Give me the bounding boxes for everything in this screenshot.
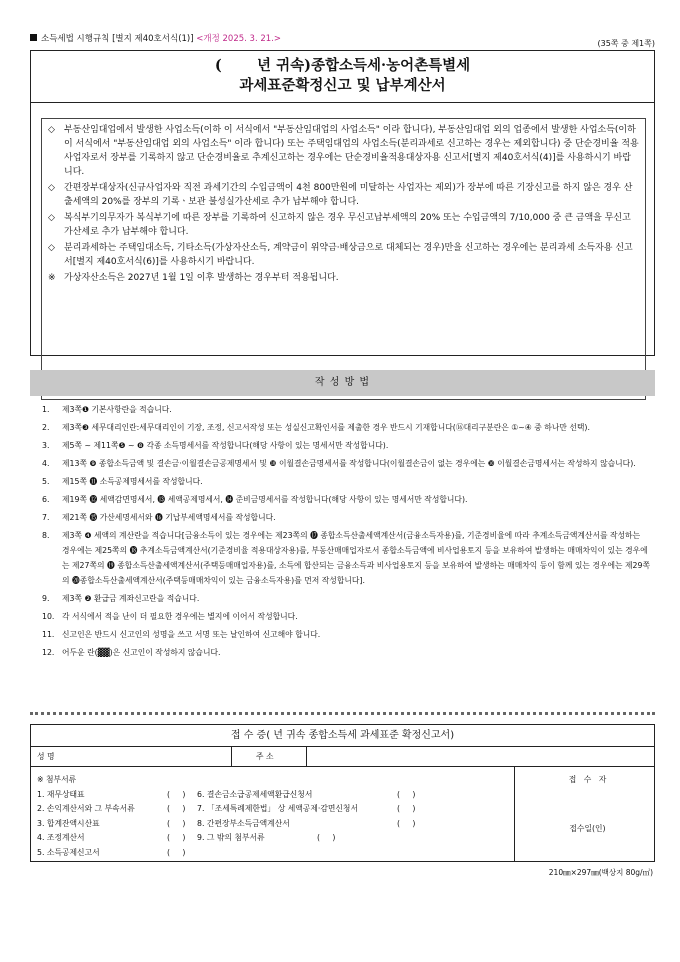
guide-num: 9. bbox=[42, 594, 50, 603]
guide-num: 1. bbox=[42, 405, 50, 414]
diamond-icon: ◇ bbox=[48, 243, 55, 253]
guide-num: 3. bbox=[42, 441, 50, 450]
attachments-right bbox=[197, 788, 415, 846]
name-label: 성 명 bbox=[37, 752, 55, 761]
diamond-icon: ◇ bbox=[48, 125, 55, 135]
divider bbox=[231, 747, 232, 767]
notice-text: 간편장부대상자(신규사업자와 직전 과세기간의 수입금액이 4천 800만원에 미달하는 사업자는 제외)가 장부에 따른 기장신고를 하지 않은 경우 산출세액의 20%를 장부의 기록ㆍ보관 불성실가산세로 추가 납부해야 합니다. bbox=[64, 183, 633, 207]
title-line-1: ( 년 귀속)종합소득세·농어촌특별세 bbox=[214, 57, 471, 74]
guide-text: 제3쪽 ❷ 환급금 계좌신고란을 적습니다. bbox=[62, 594, 200, 603]
notice-box bbox=[41, 118, 646, 400]
attachment-text: 5. 소득공제신고서 bbox=[37, 847, 100, 857]
form-reference bbox=[30, 32, 281, 44]
receipt-box bbox=[30, 724, 655, 862]
attachment-paren: ( ) bbox=[397, 804, 416, 814]
attachments-title: ※ 첨부서류 bbox=[37, 775, 77, 784]
receiver-label: 접 수 자 bbox=[568, 775, 607, 784]
attachment-item bbox=[197, 831, 415, 845]
title-line-2: 과세표준확정신고 및 납부계산서 bbox=[239, 77, 446, 94]
address-label: 주 소 bbox=[256, 752, 274, 761]
diamond-icon: ◇ bbox=[48, 213, 55, 223]
attachment-item bbox=[37, 817, 185, 831]
guide-text: 제15쪽 ⓫ 소득공제명세서를 작성합니다. bbox=[62, 477, 203, 486]
guide-num: 5. bbox=[42, 477, 50, 486]
guide-item bbox=[42, 528, 650, 588]
notice-text: 복식부기의무자가 복식부기에 따른 장부를 기록하여 신고하지 않은 경우 무신고납부세액의 20% 또는 수입금액의 7/10,000 중 큰 금액을 무신고가산세로 추가 납부해야 합니다. bbox=[64, 213, 631, 237]
guide-text: 제3쪽❶ 기본사항란을 적습니다. bbox=[62, 405, 172, 414]
attachment-text: 2. 손익계산서와 그 부속서류 bbox=[37, 804, 135, 814]
cut-line bbox=[30, 712, 655, 715]
guide-num: 8. bbox=[42, 531, 50, 540]
guide-item bbox=[42, 492, 650, 507]
guide-text: 제19쪽 ⓬ 세액감면명세서, ⓭ 세액공제명세서, ⓮ 준비금명세서를 작성합니다(해당 사항이 있는 명세서만 작성합니다). bbox=[62, 495, 468, 504]
guide-num: 7. bbox=[42, 513, 50, 522]
guide-item bbox=[42, 438, 650, 453]
form-title bbox=[31, 51, 654, 103]
attachment-item bbox=[37, 846, 185, 860]
notice-item bbox=[48, 241, 639, 269]
guide-item bbox=[42, 420, 650, 435]
guide-text: 제3쪽❸ 세무대리인란:세무대리인이 기장, 조정, 신고서작성 또는 성실신고확인서를 제출한 경우 반드시 기재합니다(⑯대리구분란은 ①~④ 중 하나만 선택). bbox=[62, 423, 590, 432]
guide-num: 12. bbox=[42, 648, 55, 657]
attachment-item bbox=[37, 831, 185, 845]
receipt-title: 접 수 증( 년 귀속 종합소득세 과세표준 확정신고서) bbox=[31, 725, 654, 747]
notice-item bbox=[48, 123, 639, 179]
notice-item bbox=[48, 271, 639, 285]
attachment-paren: ( ) bbox=[167, 833, 186, 843]
guide-item bbox=[42, 591, 650, 606]
attachment-text: 9. 그 밖의 첨부서류 bbox=[197, 833, 265, 843]
attachment-text: 8. 간편장부소득금액계산서 bbox=[197, 818, 290, 828]
attachment-paren: ( ) bbox=[167, 804, 186, 814]
diamond-icon: ◇ bbox=[48, 183, 55, 193]
attachment-item bbox=[197, 802, 415, 816]
form-frame bbox=[30, 50, 655, 356]
guide-num: 2. bbox=[42, 423, 50, 432]
notice-text: 가상자산소득은 2027년 1월 1일 이후 발생하는 경우부터 적용됩니다. bbox=[64, 273, 339, 283]
guide-text: 제3쪽 ❹ 세액의 계산란을 적습니다[금융소득이 있는 경우에는 제23쪽의 ⓱ 종합소득산출세액계산서(금융소득자용)를, 기준경비율에 따라 추계소득금액계산서를 작성하는 경우에는 제25쪽의 ⓲ 추계소득금액계산서(기준경비율 적용대상자용)를, 부동산매매업자로서 종합소득금액에 비사업용토지 등을 보유하여 발생하는 매매차익이 있는 경우에는 제27쪽의 ⓳ 종합소득산출세액계산서(주택등매매업자용)를, 소득에 합산되는 금융소득과 비사업용토지 등을 보유하여 발생하는 매매차익 등이 함께 있는 경우에는 제29쪽의 ⓴종합소득산출세액계산서(주택등매매차익이 있는 금융소득자용)를 먼저 작성합니다]. bbox=[62, 531, 651, 585]
guide-num: 10. bbox=[42, 612, 55, 621]
guide-num: 6. bbox=[42, 495, 50, 504]
guide-item bbox=[42, 510, 650, 525]
paper-spec: 210㎜×297㎜(백상지 80g/㎡) bbox=[548, 868, 653, 877]
attachment-item bbox=[37, 802, 185, 816]
guide-num: 4. bbox=[42, 459, 50, 468]
guide-item bbox=[42, 456, 650, 471]
guide-item bbox=[42, 645, 650, 660]
form-header bbox=[30, 32, 655, 46]
guide-text: 어두운 란(▓▓)은 신고인이 작성하지 않습니다. bbox=[62, 648, 221, 657]
form-ref-text: 소득세법 시행규칙 [별지 제40호서식(1)] bbox=[41, 34, 194, 44]
attachment-item bbox=[37, 788, 185, 802]
attachment-text: 3. 합계잔액시산표 bbox=[37, 818, 100, 828]
receipt-name-row bbox=[31, 747, 654, 767]
attachment-text: 4. 조정계산서 bbox=[37, 833, 85, 843]
attachment-paren: ( ) bbox=[317, 833, 336, 843]
guide-item bbox=[42, 402, 650, 417]
reference-mark-icon: ※ bbox=[48, 273, 56, 283]
divider bbox=[514, 767, 515, 862]
square-bullet-icon bbox=[30, 34, 37, 41]
divider bbox=[306, 747, 307, 767]
attachment-text: 7. 「조세특례제한법」 상 세액공제·감면신청서 bbox=[197, 804, 358, 814]
attachments-left bbox=[37, 788, 185, 860]
guide-text: 제5쪽 ~ 제11쪽❺ ~ ❽ 각종 소득명세서를 작성합니다(해당 사항이 있는 명세서만 작성합니다). bbox=[62, 441, 389, 450]
guide-text: 각 서식에서 적을 난이 더 필요한 경우에는 별지에 이어서 작성합니다. bbox=[62, 612, 298, 621]
guide-text: 신고인은 반드시 신고인의 성명을 쓰고 서명 또는 날인하여 신고해야 합니다. bbox=[62, 630, 321, 639]
notice-item bbox=[48, 211, 639, 239]
attachment-text: 6. 결손금소급공제세액환급신청서 bbox=[197, 790, 313, 799]
guide-item bbox=[42, 627, 650, 642]
guide-text: 제21쪽 ⓯ 가산세명세서와 ⓰ 기납부세액명세서를 작성합니다. bbox=[62, 513, 276, 522]
attachment-item bbox=[197, 817, 415, 831]
notice-item bbox=[48, 181, 639, 209]
guide-item bbox=[42, 609, 650, 624]
attachment-paren: ( ) bbox=[167, 818, 186, 828]
notice-text: 분리과세하는 주택임대소득, 기타소득(가상자산소득, 계약금이 위약금·배상금으로 대체되는 경우)만을 신고하는 경우에는 분리과세 소득자용 신고서[별지 제40호서식(6)]를 사용하시기 바랍니다. bbox=[64, 243, 633, 267]
page-info: (35쪽 중 제1쪽) bbox=[597, 39, 655, 48]
attachment-text: 1. 재무상태표 bbox=[37, 790, 85, 799]
guide-text: 제13쪽 ❾ 종합소득금액 및 결손금·이월결손금공제명세서 및 ❿ 이월결손금명세서를 작성합니다(이월결손금이 없는 경우에는 ❿ 이월결손금명세서는 작성하지 않습니다). bbox=[62, 459, 636, 468]
guide-num: 11. bbox=[42, 630, 55, 639]
attachment-item bbox=[197, 788, 415, 802]
notice-text: 부동산임대업에서 발생한 사업소득(이하 이 서식에서 "부동산임대업의 사업소득" 이라 합니다), 부동산임대업 외의 업종에서 발생한 사업소득(이하 이 서식에서 "부동산임대업 외의 사업소득" 이라 합니다) 또는 주택임대업의 사업소득(분리과세로 신고하는 경우는 제외합니다) 중 단순경비율 적용사업자로서 장부를 기록하지 않고 단순경비율로 추계신고하는 경우에는 단순경비율적용대상자용 신고서[별지 제40호서식(4)]를 사용하시기 바랍니다. bbox=[64, 125, 639, 177]
receipt-date-label: 접수일(인) bbox=[569, 824, 606, 833]
attachment-paren: ( ) bbox=[167, 847, 186, 857]
revision-date: <개정 2025. 3. 21.> bbox=[196, 34, 281, 44]
attachment-paren: ( ) bbox=[397, 818, 416, 828]
attachment-paren: ( ) bbox=[167, 790, 186, 799]
attachment-paren: ( ) bbox=[397, 790, 416, 799]
guide-item bbox=[42, 474, 650, 489]
guide-list bbox=[42, 402, 650, 663]
guide-title: 작 성 방 법 bbox=[30, 370, 655, 396]
